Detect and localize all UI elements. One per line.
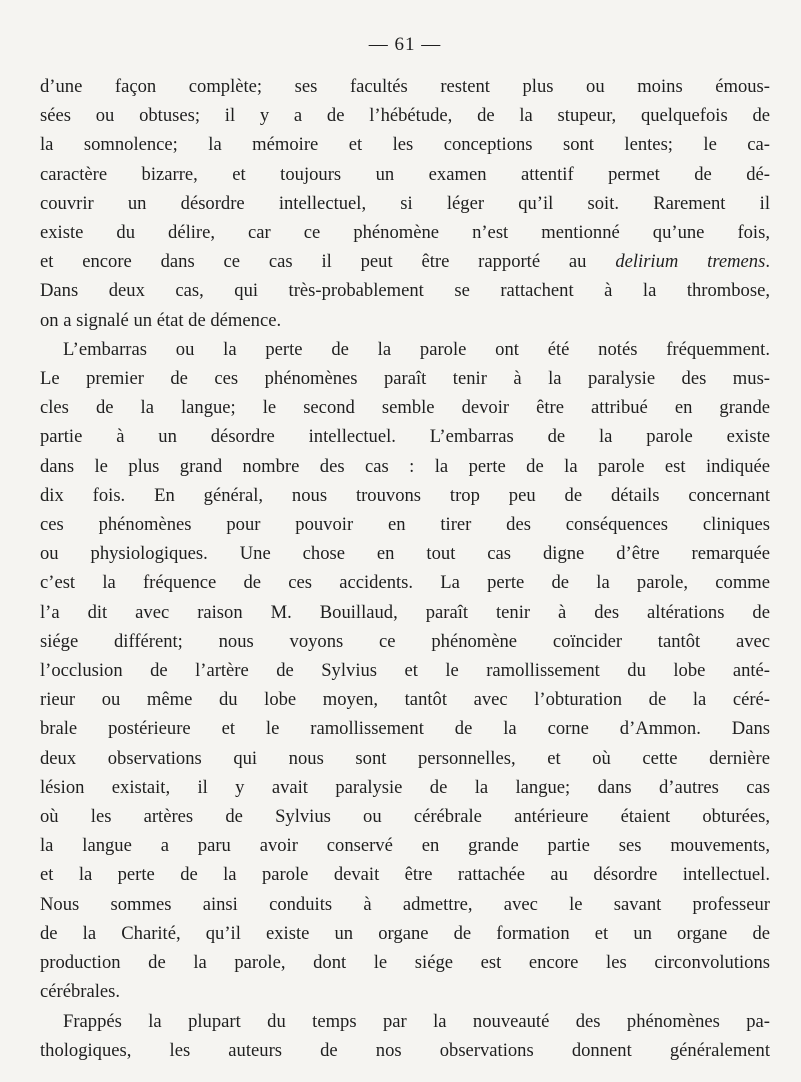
text-fragment: et encore dans ce cas il peut être rapporté au xyxy=(40,251,616,273)
text-line: siége différent; nous voyons ce phénomène coïncider tantôt avec xyxy=(40,630,770,652)
text-line: L’embarras ou la perte de la parole ont été notés fréquemment. xyxy=(63,338,770,360)
text-line: existe du délire, car ce phénomène n’est mentionné qu’une fois, xyxy=(40,222,770,244)
document-page xyxy=(40,34,770,1065)
text-line: c’est la fréquence de ces accidents. La perte de la parole, comme xyxy=(40,572,770,594)
text-line: dans le plus grand nombre des cas : la perte de la parole est indiquée xyxy=(40,455,770,477)
text-line: la langue a paru avoir conservé en grande partie ses mouvements, xyxy=(40,835,770,857)
page-number: — 61 — xyxy=(368,34,442,55)
text-line: ou physiologiques. Une chose en tout cas digne d’être remarquée xyxy=(40,543,770,565)
italic-term: delirium tremens xyxy=(615,251,766,273)
text-line: Nous sommes ainsi conduits à admettre, avec le savant professeur xyxy=(40,893,770,915)
text-line: où les artères de Sylvius ou cérébrale antérieure étaient obturées, xyxy=(40,806,770,828)
text-line: couvrir un désordre intellectuel, si léger qu’il soit. Rarement il xyxy=(40,192,770,214)
text-line: brale postérieure et le ramollissement de la corne d’Ammon. Dans xyxy=(40,718,770,740)
text-line: d’une façon complète; ses facultés restent plus ou moins émous- xyxy=(40,76,770,97)
text-line: deux observations qui nous sont personnelles, et où cette dernière xyxy=(40,747,770,769)
text-line: rieur ou même du lobe moyen, tantôt avec l’obturation de la céré- xyxy=(40,689,770,711)
text-line: dix fois. En général, nous trouvons trop peu de détails concernant xyxy=(40,484,770,506)
text-line-delirium xyxy=(40,247,770,276)
text-line: cérébrales. xyxy=(40,981,120,1003)
text-line: on a signalé un état de démence. xyxy=(40,309,282,331)
text-line: production de la parole, dont le siége est encore les circonvolutions xyxy=(40,952,770,974)
text-line: la somnolence; la mémoire et les conceptions sont lentes; le ca- xyxy=(40,134,770,156)
text-line: l’a dit avec raison M. Bouillaud, paraît tenir à des altérations de xyxy=(40,601,770,623)
text-fragment: . xyxy=(765,251,770,273)
text-line: l’occlusion de l’artère de Sylvius et le ramollissement du lobe anté- xyxy=(40,660,770,682)
text-line: ces phénomènes pour pouvoir en tirer des conséquences cliniques xyxy=(40,514,770,536)
text-line: partie à un désordre intellectuel. L’embarras de la parole existe xyxy=(40,426,770,448)
text-line: Dans deux cas, qui très-probablement se rattachent à la thrombose, xyxy=(40,280,770,302)
text-line: caractère bizarre, et toujours un examen attentif permet de dé- xyxy=(40,163,770,185)
body-text xyxy=(40,72,770,1065)
text-line: Frappés la plupart du temps par la nouveauté des phénomènes pa- xyxy=(63,1010,770,1032)
text-line: de la Charité, qu’il existe un organe de formation et un organe de xyxy=(40,922,770,944)
text-line: cles de la langue; le second semble devoir être attribué en grande xyxy=(40,397,770,419)
text-line: Le premier de ces phénomènes paraît tenir à la paralysie des mus- xyxy=(40,368,770,390)
text-line: lésion existait, il y avait paralysie de la langue; dans d’autres cas xyxy=(40,776,770,798)
text-line: thologiques, les auteurs de nos observations donnent généralement xyxy=(40,1039,770,1061)
text-line: et la perte de la parole devait être rattachée au désordre intellectuel. xyxy=(40,864,770,886)
text-line: sées ou obtuses; il y a de l’hébétude, de la stupeur, quelquefois de xyxy=(40,105,770,127)
